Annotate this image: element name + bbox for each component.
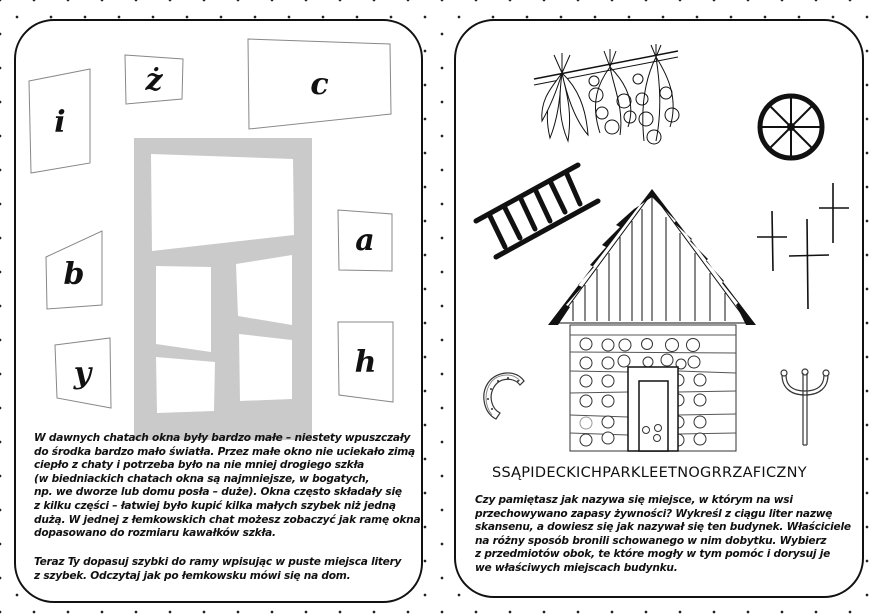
tile-letter: a xyxy=(355,223,375,258)
empty-pane-mid-right[interactable] xyxy=(236,255,292,325)
window-task-instructions: Teraz Ty dopasuj szybki do ramy wpisując w puste miejsca litery z szybek. Odczytaj jak po łemkowsku mówi się na dom. xyxy=(34,556,402,582)
roof[interactable] xyxy=(548,189,756,325)
empty-pane-bottom-left[interactable] xyxy=(156,357,215,413)
empty-pane-bottom-right[interactable] xyxy=(239,334,292,401)
horseshoe-icon[interactable] xyxy=(480,369,530,425)
door[interactable] xyxy=(628,367,678,451)
glass-pane-tile-a[interactable] xyxy=(337,209,393,272)
empty-pane-mid-left[interactable] xyxy=(156,266,211,352)
glass-pane-tile-y[interactable] xyxy=(54,337,111,409)
tile-letter: i xyxy=(54,104,66,140)
tile-letter: h xyxy=(354,344,377,380)
dried-herbs-icon[interactable] xyxy=(528,43,688,148)
letter-chain-puzzle[interactable]: SSĄPIDECKICHPARKLEETNOGRRZAFICZNY xyxy=(492,465,807,481)
glass-pane-tile-h[interactable] xyxy=(337,321,394,403)
granary-building-drawing xyxy=(548,187,758,453)
tile-letter: ż xyxy=(145,62,163,98)
granary-task-instructions: Czy pamiętasz jak nazywa się miejsce, w którym na wsi przechowywano zapasy żywności? Wykreśl z ciągu liter nazwę skansenu, a dowiesz się jak nazywał się ten budynek. Właściciele na różny sposób bronili schowanego w nim dobytku. Wybierz z przedmiotów obok, te które mogły w tym pomóc i dorysuj je we właściwych miejscach budynku. xyxy=(475,494,851,574)
crosses-icon[interactable] xyxy=(756,181,856,311)
window-frame xyxy=(134,138,314,442)
pitchfork-icon[interactable] xyxy=(780,367,832,447)
wagon-wheel-icon[interactable] xyxy=(756,93,828,163)
tile-letter: y xyxy=(73,355,92,391)
empty-pane-top[interactable] xyxy=(151,154,294,251)
window-puzzle-card xyxy=(14,19,423,603)
granary-puzzle-card xyxy=(454,19,864,598)
tile-letter: c xyxy=(310,66,329,102)
glass-pane-tile-c[interactable] xyxy=(247,38,392,130)
glass-pane-tile-b[interactable] xyxy=(45,230,103,310)
tile-letter: b xyxy=(63,256,85,292)
glass-pane-tile-z-dot[interactable] xyxy=(124,54,184,106)
window-history-text: W dawnych chatach okna były bardzo małe – niestety wpuszczały do środka bardzo mało światła. Przez małe okno nie uciekało zimą ciepło z chaty i potrzeba było na nie mniej drogiego szkła (w biedniackich chatach okna są najmniejsze, w bogatych, np. we dworze lub domu posła – duże). Okna często składały się z kilku części – łatwiej było kupić kilka małych szybek niż jedną dużą. W jednej z łemkowskich chat możesz zobaczyć jak ramę okna dopasowano do rozmiaru kawałków szkła. xyxy=(34,432,421,540)
glass-pane-tile-i[interactable] xyxy=(28,69,92,175)
